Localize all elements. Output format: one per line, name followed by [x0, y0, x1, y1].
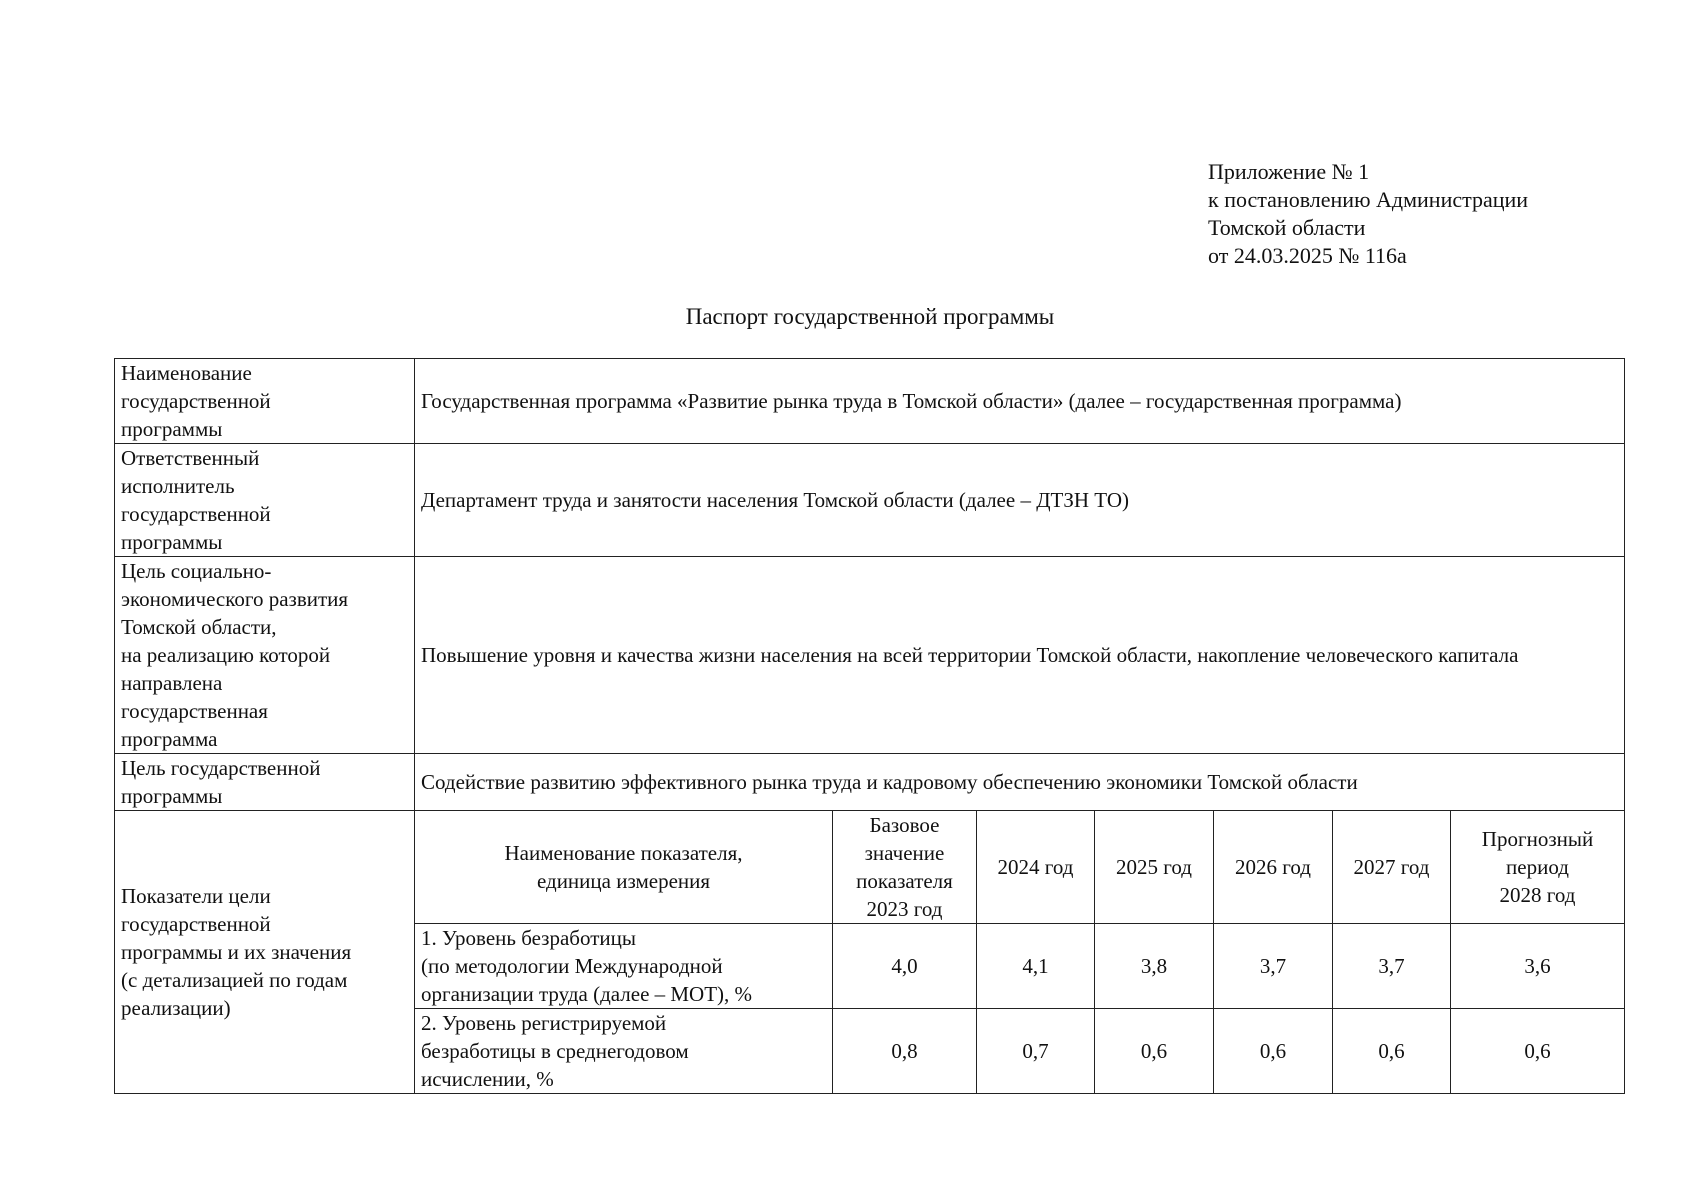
- forecast-value: 0,6: [1451, 1009, 1625, 1094]
- value-2027: 3,7: [1333, 924, 1451, 1009]
- value-2025: 0,6: [1095, 1009, 1214, 1094]
- value-2026: 0,6: [1214, 1009, 1333, 1094]
- value-2027: 0,6: [1333, 1009, 1451, 1094]
- year-2026-header: 2026 год: [1214, 811, 1333, 924]
- program-name-label: Наименование государственной программы: [115, 359, 415, 444]
- appendix-line-3: Томской области: [1208, 215, 1366, 240]
- indicators-header-row: [115, 811, 1625, 924]
- program-goal-value: Содействие развитию эффективного рынка труда и кадровому обеспечению экономики Томской области: [415, 754, 1625, 811]
- base-value-header: Базовое значение показателя 2023 год: [833, 811, 977, 924]
- indicator-name: 2. Уровень регистрируемой безработицы в среднегодовом исчислении, %: [415, 1009, 833, 1094]
- executor-label: Ответственный исполнитель государственной программы: [115, 444, 415, 557]
- indicator-name: 1. Уровень безработицы (по методологии Международной организации труда (далее – МОТ), %: [415, 924, 833, 1009]
- program-name-value: Государственная программа «Развитие рынка труда в Томской области» (далее – государственная программа): [415, 359, 1625, 444]
- row-program-name: [115, 359, 1625, 444]
- document-title: Паспорт государственной программы: [685, 304, 1055, 329]
- program-goal-label: Цель государственной программы: [115, 754, 415, 811]
- executor-value: Департамент труда и занятости населения Томской области (далее – ДТЗН ТО): [415, 444, 1625, 557]
- value-2026: 3,7: [1214, 924, 1333, 1009]
- row-socio-economic-goal: [115, 557, 1625, 754]
- value-2024: 4,1: [977, 924, 1095, 1009]
- appendix-line-2: к постановлению Администрации: [1208, 187, 1529, 212]
- passport-table: [114, 358, 1625, 1094]
- appendix-line-1: Приложение № 1: [1208, 159, 1370, 184]
- socio-goal-value: Повышение уровня и качества жизни населения на всей территории Томской области, накопление человеческого капитала: [415, 557, 1625, 754]
- year-2024-header: 2024 год: [977, 811, 1095, 924]
- value-2025: 3,8: [1095, 924, 1214, 1009]
- forecast-value: 3,6: [1451, 924, 1625, 1009]
- appendix-block: [1208, 158, 1528, 270]
- base-value: 4,0: [833, 924, 977, 1009]
- indicators-label: Показатели цели государственной программы и их значения (с детализацией по годам реализации): [115, 811, 415, 1094]
- year-2025-header: 2025 год: [1095, 811, 1214, 924]
- socio-goal-label: Цель социально- экономического развития Томской области, на реализацию которой направлена государственная программа: [115, 557, 415, 754]
- indicator-name-header: Наименование показателя, единица измерения: [415, 811, 833, 924]
- forecast-header: Прогнозный период 2028 год: [1451, 811, 1625, 924]
- base-value: 0,8: [833, 1009, 977, 1094]
- row-responsible-executor: [115, 444, 1625, 557]
- appendix-line-4: от 24.03.2025 № 116а: [1208, 243, 1407, 268]
- row-program-goal: [115, 754, 1625, 811]
- year-2027-header: 2027 год: [1333, 811, 1451, 924]
- value-2024: 0,7: [977, 1009, 1095, 1094]
